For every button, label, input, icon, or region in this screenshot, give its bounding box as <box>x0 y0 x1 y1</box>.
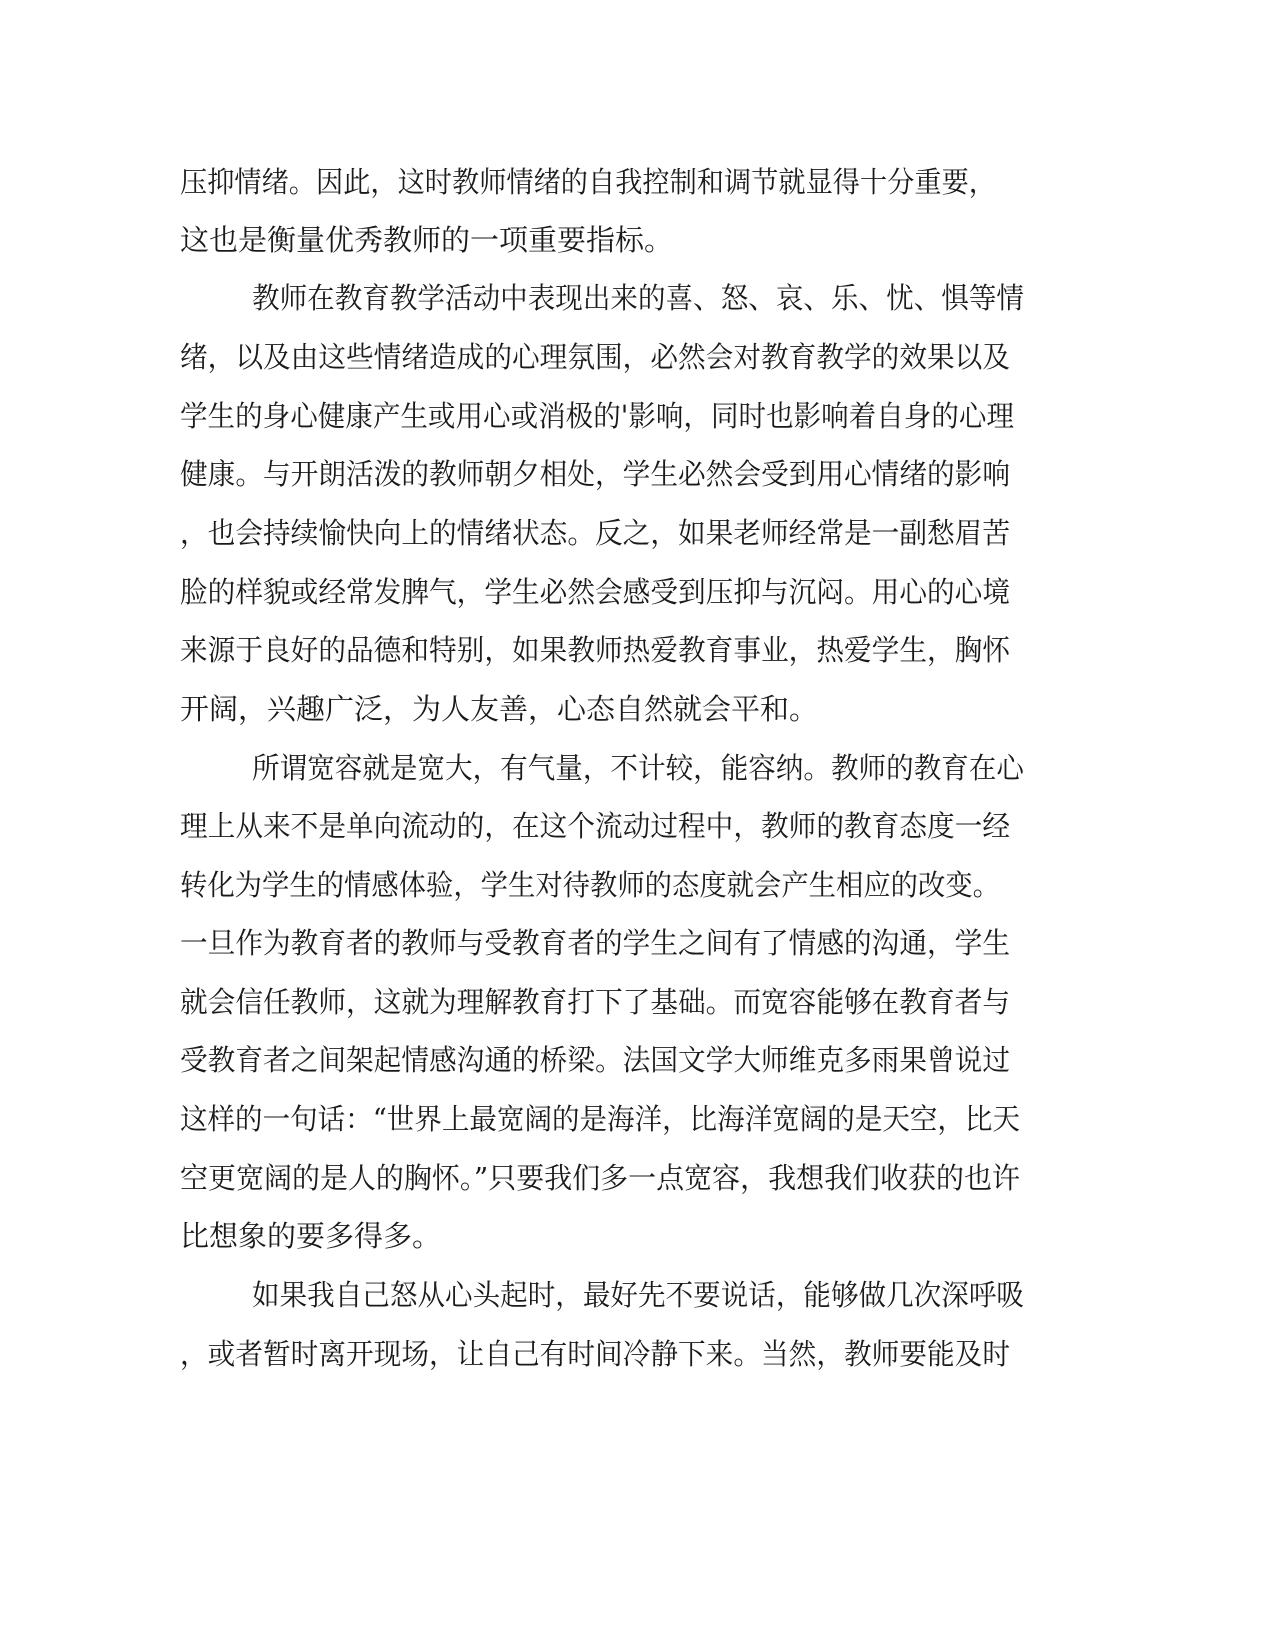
line-text: 所谓宽容就是宽大，有气量，不计较，能容纳。教师的教育在心 <box>252 751 1024 785</box>
text-line <box>0 572 1275 612</box>
text-line <box>0 1158 1275 1198</box>
line-text: ，或者暂时离开现场，让自己有时间冷静下来。当然，教师要能及时 <box>180 1337 1010 1371</box>
text-line <box>0 1040 1275 1080</box>
line-text: 开阔，兴趣广泛，为人友善，心态自然就会平和。 <box>180 692 819 726</box>
line-text: 比想象的要多得多。 <box>180 1219 442 1253</box>
line-text: 就会信任教师，这就为理解教育打下了基础。而宽容能够在教育者与 <box>180 985 1010 1019</box>
line-text: 学生的身心健康产生或用心或消极的'影响，同时也影响着自身的心理 <box>180 399 1014 433</box>
text-line <box>0 162 1275 202</box>
text-line <box>0 337 1275 377</box>
line-text: 理上从来不是单向流动的，在这个流动过程中，教师的教育态度一经 <box>180 809 1010 843</box>
text-line <box>0 220 1275 260</box>
text-line <box>0 513 1275 553</box>
line-text: 绪，以及由这些情绪造成的心理氛围，必然会对教育教学的效果以及 <box>180 340 1010 374</box>
text-line <box>0 1099 1275 1139</box>
line-text: ，也会持续愉快向上的情绪状态。反之，如果老师经常是一副愁眉苦 <box>180 516 1010 550</box>
line-text: 一旦作为教育者的教师与受教育者的学生之间有了情感的沟通，学生 <box>180 926 1010 960</box>
line-text: 来源于良好的品德和特别，如果教师热爱教育事业，热爱学生，胸怀 <box>180 633 1010 667</box>
line-text: 脸的样貌或经常发脾气，学生必然会感受到压抑与沉闷。用心的心境 <box>180 575 1010 609</box>
line-text: 这也是衡量优秀教师的一项重要指标。 <box>180 223 674 257</box>
text-line <box>0 1275 1275 1315</box>
line-text: 空更宽阔的是人的胸怀。”只要我们多一点宽容，我想我们收获的也许 <box>180 1161 1020 1195</box>
line-text: 受教育者之间架起情感沟通的桥梁。法国文学大师维克多雨果曾说过 <box>180 1043 1010 1077</box>
text-line <box>0 630 1275 670</box>
text-line <box>0 982 1275 1022</box>
line-text: 教师在教育教学活动中表现出来的喜、怒、哀、乐、忧、惧等情 <box>252 281 1024 315</box>
text-line <box>0 923 1275 963</box>
text-line <box>0 1216 1275 1256</box>
text-line <box>0 806 1275 846</box>
text-line <box>0 689 1275 729</box>
text-line <box>0 454 1275 494</box>
text-line <box>0 396 1275 436</box>
line-text: 转化为学生的情感体验，学生对待教师的态度就会产生相应的改变。 <box>180 868 1000 902</box>
text-line <box>0 278 1275 318</box>
text-line <box>0 748 1275 788</box>
line-text: 压抑情绪。因此，这时教师情绪的自我控制和调节就显得十分重要， <box>180 165 996 199</box>
text-line <box>0 865 1275 905</box>
line-text: 这样的一句话：“世界上最宽阔的是海洋，比海洋宽阔的是天空，比天 <box>180 1102 1020 1136</box>
text-line <box>0 1334 1275 1374</box>
line-text: 如果我自己怒从心头起时，最好先不要说话，能够做几次深呼吸 <box>252 1278 1024 1312</box>
line-text: 健康。与开朗活泼的教师朝夕相处，学生必然会受到用心情绪的影响 <box>180 457 1010 491</box>
